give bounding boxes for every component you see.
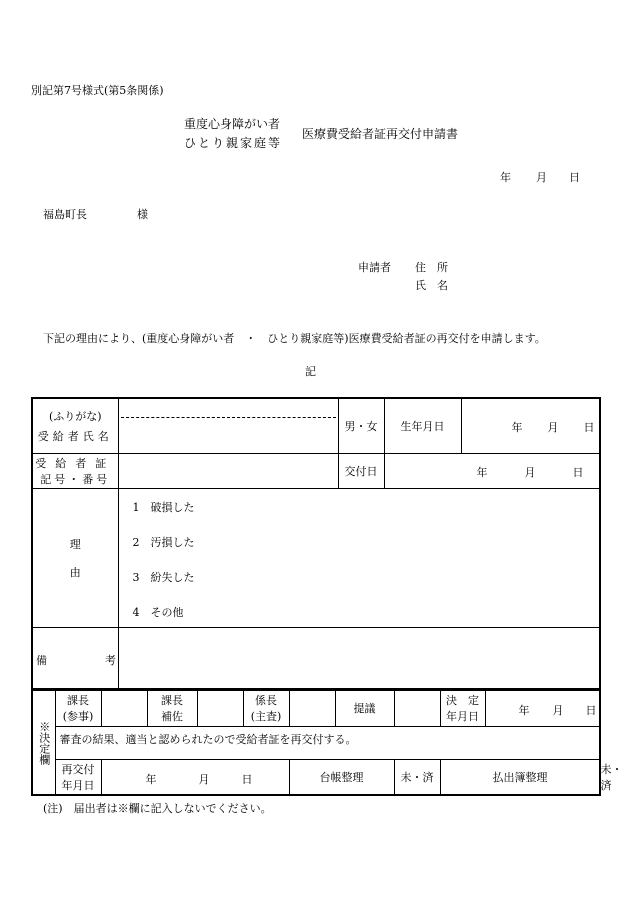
recipient-name-field[interactable] xyxy=(118,398,338,453)
remarks-field[interactable] xyxy=(118,627,600,689)
reason-option-2[interactable]: 2 汚損した xyxy=(132,535,195,549)
remarks-label-2: 考 xyxy=(105,653,116,667)
birth-year: 年 xyxy=(511,421,523,434)
gender-label: 男・女 xyxy=(344,419,378,433)
furigana-label: (ふりがな) xyxy=(48,409,102,423)
sub-chief-label: 係長 (主査) xyxy=(243,690,289,726)
deputy-label: 課長 補佐 xyxy=(147,690,197,726)
applicant-label: 申請者 xyxy=(358,261,391,274)
ki-label: 記 xyxy=(305,365,316,378)
issue-month: 月 xyxy=(524,465,536,479)
reason-label-2: 由 xyxy=(69,565,81,579)
reissue-month: 月 xyxy=(198,772,210,786)
ledger-label: 台帳整理 xyxy=(289,759,394,795)
birth-label: 生年月日 xyxy=(400,419,445,433)
decision-date-label: 決 定 年月日 xyxy=(440,690,485,726)
issue-date-label-cell xyxy=(338,453,384,488)
recipient-name-label-cell xyxy=(32,398,118,453)
decision-month: 月 xyxy=(552,704,564,717)
remarks-label-cell xyxy=(32,627,118,689)
section-chief-label: 課長 (参事) xyxy=(55,690,101,726)
proposal-label: 提議 xyxy=(335,690,394,726)
birth-month: 月 xyxy=(547,421,559,434)
statement: 下記の理由により、(重度心身障がい者 ・ ひとり親家庭等)医療費受給者証の再交付を申請します。 xyxy=(43,332,546,345)
remarks-label-1: 備 xyxy=(36,653,47,667)
decision-side-label: ※決定欄 xyxy=(37,720,51,765)
reason-options-cell xyxy=(118,488,600,627)
title-line-2: ひとり親家庭等 xyxy=(184,136,283,150)
cert-label-2: 記号・番号 xyxy=(40,472,111,486)
cert-number-field[interactable] xyxy=(118,453,338,488)
issue-date-field[interactable] xyxy=(384,453,600,488)
sub-chief-stamp[interactable] xyxy=(289,690,335,726)
decision-table: ※決定欄 課長 (参事) 課長 補佐 係長 (主査) 提議 決 定 年月日 年 月 日 審査の結果、適当と認められたので受給者証を再交付する。 再交付 年月日 年 月 日 台帳整理 未・済 払出簿整理 未・済 xyxy=(31,689,601,796)
birth-label-cell xyxy=(384,398,461,453)
addressee-honorific: 様 xyxy=(137,208,148,221)
date-month: 月 xyxy=(536,171,547,184)
issue-year: 年 xyxy=(476,465,488,479)
addressee-name: 福島町長 xyxy=(43,208,87,221)
date-day: 日 xyxy=(569,171,580,184)
reason-label-1: 理 xyxy=(69,537,81,551)
reissue-date-field[interactable] xyxy=(101,759,289,795)
review-text: 審査の結果、適当と認められたので受給者証を再交付する。 xyxy=(59,732,357,746)
proposal-stamp[interactable] xyxy=(394,690,440,726)
decision-date-field[interactable] xyxy=(485,690,600,726)
decision-day: 日 xyxy=(585,704,597,717)
reason-label-cell xyxy=(32,488,118,627)
date-year: 年 xyxy=(500,171,511,184)
reason-option-3[interactable]: 3 紛失した xyxy=(132,570,195,584)
title-main: 医療費受給者証再交付申請書 xyxy=(302,127,459,141)
cert-label-cell xyxy=(32,453,118,488)
recipient-name-label: 受給者氏名 xyxy=(37,429,113,443)
applicant-name: 氏 名 xyxy=(415,279,448,292)
footer-note: (注) 届出者は※欄に記入しないでください。 xyxy=(43,802,272,815)
cert-label-1: 受給者証 xyxy=(35,456,116,470)
reissue-day: 日 xyxy=(241,772,253,786)
applicant-address: 住 所 xyxy=(415,261,448,274)
reason-option-1[interactable]: 1 破損した xyxy=(132,500,195,514)
furigana-dashed-line xyxy=(121,417,336,418)
gender-cell[interactable] xyxy=(338,398,384,453)
section-chief-stamp[interactable] xyxy=(101,690,147,726)
issue-day: 日 xyxy=(572,465,584,479)
birth-day: 日 xyxy=(583,421,595,434)
birth-date-field[interactable] xyxy=(461,398,600,453)
ledger-status[interactable]: 未・済 xyxy=(394,759,440,795)
issue-date-label: 交付日 xyxy=(344,464,378,478)
deputy-stamp[interactable] xyxy=(197,690,243,726)
decision-side-label-cell xyxy=(32,690,55,795)
review-text-cell xyxy=(55,726,600,759)
reissue-year: 年 xyxy=(145,772,157,786)
application-table xyxy=(31,397,601,690)
payment-book-label: 払出簿整理 xyxy=(440,759,600,795)
decision-year: 年 xyxy=(518,704,530,717)
title-line-1: 重度心身障がい者 xyxy=(184,117,281,131)
reason-option-4[interactable]: 4 その他 xyxy=(132,605,184,619)
reissue-date-label: 再交付 年月日 xyxy=(55,759,101,795)
form-id: 別記第7号様式(第5条関係) xyxy=(31,84,164,97)
